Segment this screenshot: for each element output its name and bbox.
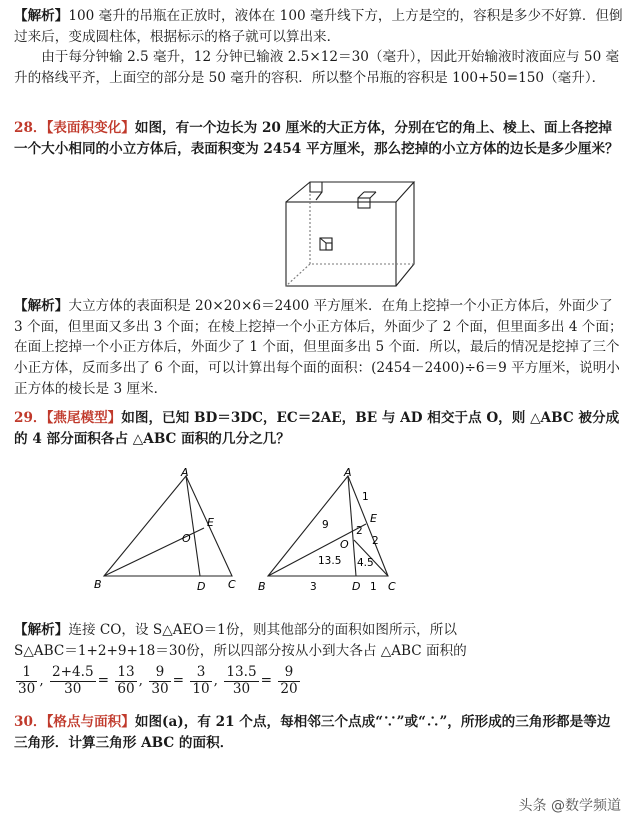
analysis-text: 大立方体的表面积是 20×20×6＝2400 平方厘米．在角上挖掉一个小正方体后，外面少了 3 个面，但里面又多出 3 个面；在棱上挖掉一个小正方体后，外面少了 2 个面，但里面多出 4 个面；在面上挖掉一个小正方体后，外面少了 1 个面，但里面多出 5 个面．所以，最后的情况是挖掉了三个小正方体，反而多出了 6 个面，可以计算出每个面的面积：(2454－2400)÷6＝9 平方厘米，说明小正方体的棱长是 3 厘米． <box>14 298 623 397</box>
question-number: 28． <box>14 120 47 136</box>
label-a: A <box>181 466 189 479</box>
question-topic: 【表面积变化】 <box>46 120 135 136</box>
question-28 <box>14 118 623 159</box>
question-topic: 【燕尾模型】 <box>46 410 122 426</box>
question-29 <box>14 408 623 449</box>
label-o: O <box>182 532 191 545</box>
question-number: 29． <box>14 410 47 426</box>
fraction: $\frac{9}{20}$ <box>280 664 298 697</box>
q27-analysis <box>14 6 623 89</box>
analysis-tag: 【解析】 <box>14 8 69 24</box>
label-o: O <box>340 538 349 551</box>
base-1: 1 <box>370 581 377 593</box>
question-number: 30． <box>14 714 47 730</box>
analysis-text: 连接 CO，设 S△AEO＝1份，则其他部分的面积如图所示，所以 <box>68 622 457 638</box>
area-9: 9 <box>322 519 329 531</box>
cube-right-face <box>396 182 414 286</box>
triangle-figure-2 <box>260 468 410 596</box>
edge-notch <box>358 198 370 208</box>
watermark: 头条 @数学频道 <box>518 797 621 814</box>
analysis-text: 100 毫升的吊瓶在正放时，液体在 100 毫升线下方，上方是空的，容积是多少不好算．但倒过来后，变成圆柱体，根据标示的格子就可以算出来． <box>14 8 623 45</box>
area-4-5: 4.5 <box>357 557 374 569</box>
segment-ad <box>348 476 356 576</box>
base-3: 3 <box>310 581 317 593</box>
question-text: 如图，已知 BD＝3DC，EC＝2AE，BE 与 AD 相交于点 O，则 △ABC 被分成的 4 部分面积各占 △ABC 面积的几分之几？ <box>14 410 620 447</box>
label-e: E <box>207 516 214 529</box>
q29-analysis <box>14 620 623 698</box>
fraction: $\frac{9}{30}$ <box>151 664 169 697</box>
analysis-text-2: 由于每分钟输 2.5 毫升，12 分钟已输液 2.5×12＝30（毫升），因此开始输液时液面应与 50 毫升的格线平齐，上面空的部分是 50 毫升的容积．所以整个吊瓶的容积是 100+50=150（毫升）． <box>14 49 620 86</box>
analysis-tag: 【解析】 <box>14 298 69 314</box>
q28-analysis <box>14 296 623 399</box>
label-c: C <box>388 580 396 593</box>
area-1: 1 <box>362 491 369 503</box>
label-b: B <box>94 578 102 591</box>
cube-figure <box>280 178 420 288</box>
question-text: 如图(a)，有 21 个点，每相邻三个点成“∵”或“∴”，所形成的三角形都是等边三角形．计算三角形 ABC 的面积． <box>14 714 611 751</box>
label-d: D <box>197 580 206 593</box>
label-c: C <box>228 578 236 591</box>
area-13-5: 13.5 <box>318 555 342 567</box>
area-2a: 2 <box>356 525 363 537</box>
label-a: A <box>344 466 352 479</box>
analysis-text-2: S△ABC＝1+2+9+18＝30份，所以四部分按从小到大各占 △ABC 面积的 <box>14 642 467 659</box>
question-text: 如图，有一个边长为 20 厘米的大正方体，分别在它的角上、棱上、面上各挖掉一个大小相同的小立方体后，表面积变为 2454 平方厘米，那么挖掉的小立方体的边长是多少厘米？ <box>14 120 619 157</box>
label-e: E <box>370 512 377 525</box>
corner-notch <box>310 182 322 192</box>
fraction: $\frac{13.5}{30}$ <box>226 664 257 697</box>
label-d: D <box>352 580 361 593</box>
fraction: $\frac{13}{60}$ <box>117 664 135 697</box>
fraction: $\frac{3}{10}$ <box>192 664 210 697</box>
analysis-tag: 【解析】 <box>14 622 69 638</box>
label-b: B <box>258 580 266 593</box>
triangle-figure-1 <box>90 468 250 594</box>
cube-front-face <box>286 202 396 286</box>
question-30 <box>14 712 623 753</box>
fraction: $\frac{1}{30}$ <box>18 664 36 697</box>
question-topic: 【格点与面积】 <box>46 714 135 730</box>
fraction-line: $\frac{1}{30}$ , $\frac{2+4.5}{30}$ = $\frac{13}{60}$ , $\frac{9}{30}$ = $\frac{3}{10}$ , $\frac{13.5}{30}$ = $\frac{9}{20}$ <box>18 664 298 697</box>
segment-be <box>268 524 366 576</box>
area-2b: 2 <box>372 535 379 547</box>
cube-top-face <box>286 182 414 202</box>
fraction: $\frac{2+4.5}{30}$ <box>51 664 94 697</box>
